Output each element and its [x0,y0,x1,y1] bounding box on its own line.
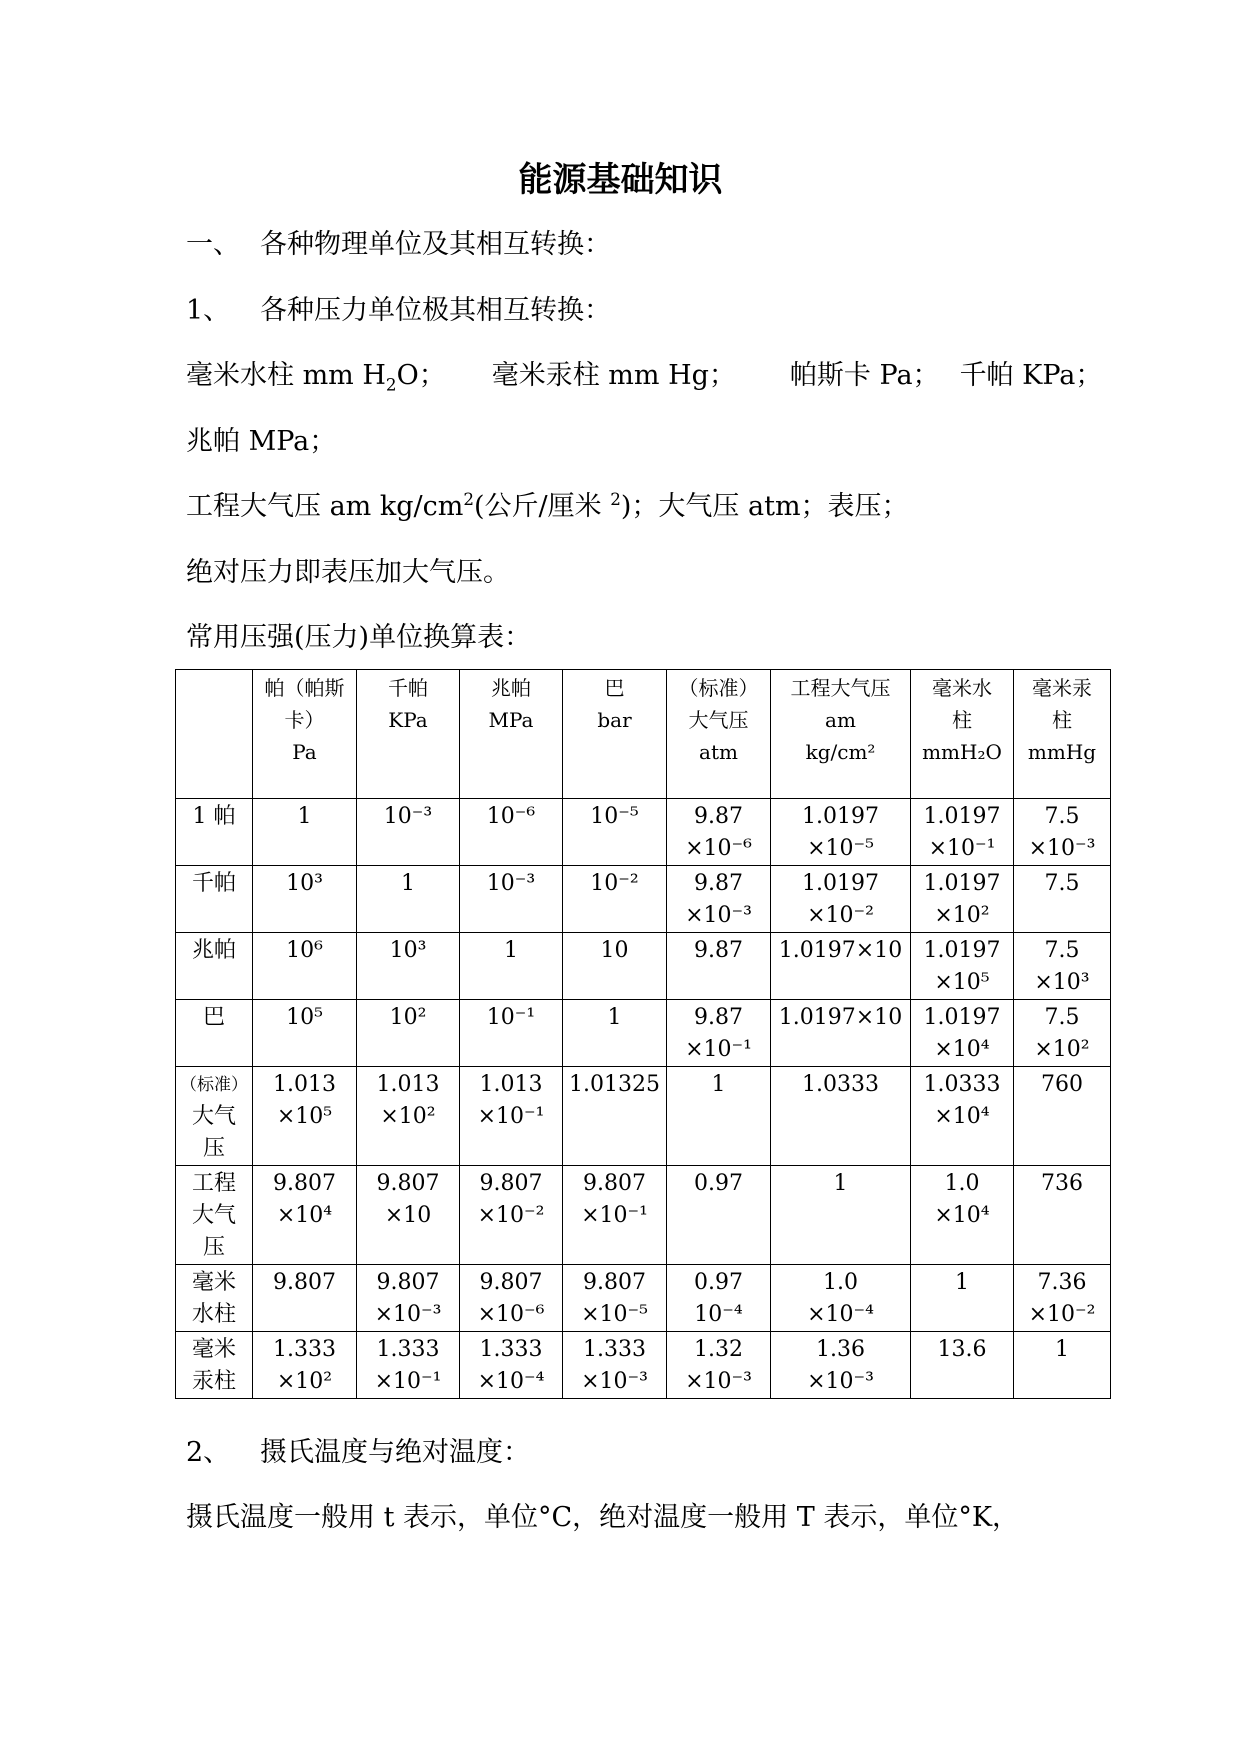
cell-line: 7.5 [1044,804,1080,829]
cell-line: 10² [389,1005,427,1030]
cell-line: 10⁻⁴ [694,1302,743,1327]
cell-line: 7.5 [1044,938,1080,963]
cell-line: 工程大气压 [790,676,891,700]
table-cell [667,1000,771,1067]
subsection-text: 各种压力单位极其相互转换： [260,295,611,326]
cell-line: 7.5 [1044,871,1080,896]
table-cell [253,1067,357,1166]
cell-line: 1 [833,1171,848,1196]
subsection-number: 2、 [186,1437,231,1468]
cell-line: 毫米 [191,1337,236,1362]
table-cell [667,866,771,933]
table-cell [771,1000,911,1067]
cell-line: 10 [600,938,629,963]
table-cell [460,1067,563,1166]
table-cell [357,1067,460,1166]
column-header [771,670,911,799]
corner-cell [176,670,253,799]
cell-line: 10⁻³ [383,804,433,829]
cell-line: ×10⁻⁴ [807,1302,874,1327]
column-header [1014,670,1111,799]
unit-mmhg: 毫米汞柱 mm Hg； [491,360,736,391]
table-cell [357,1332,460,1399]
cell-line: 10⁻¹ [486,1005,536,1030]
cell-line: 兆帕 [491,676,531,700]
cell-line: 大气压 [688,708,749,732]
table-cell [460,799,563,866]
cell-line: ×10⁻⁴ [477,1369,545,1394]
table-cell [1014,866,1111,933]
table-cell [771,799,911,866]
unit-am-text: 工程大气压 am kg/cm [186,491,464,522]
table-cell [667,1332,771,1399]
cell-line: 帕（帕斯 [264,676,345,700]
table-cell [771,1265,911,1332]
cell-line: ×10² [380,1104,436,1129]
table-cell [771,1067,911,1166]
cell-line: 1.0197×10 [778,938,903,963]
unit-am-sup2: 2 [610,489,621,509]
table-cell [563,1067,667,1166]
cell-line: 10⁻⁶ [486,804,536,829]
cell-line: 10⁻² [590,871,639,896]
table-cell [253,1000,357,1067]
column-header [911,670,1014,799]
cell-line: ×10⁻⁵ [581,1302,648,1327]
cell-line: ×10⁻⁵ [807,836,874,861]
cell-line: 1.0333 [802,1072,879,1097]
cell-line: ×10⁻³ [685,903,752,928]
cell-line: 760 [1041,1072,1083,1097]
cell-line: 1.0197 [923,938,1001,963]
cell-line: 汞柱 [191,1369,236,1394]
cell-line: kg/cm² [805,740,876,764]
table-cell [253,799,357,866]
unit-mmh2o-post: O； [396,360,446,391]
cell-line: 7.36 [1037,1270,1087,1295]
cell-line: 736 [1041,1171,1083,1196]
cell-line: 10⁻⁵ [590,804,639,829]
table-cell [357,933,460,1000]
table-cell [357,1166,460,1265]
subsection-number: 1、 [186,295,231,326]
units-line-3 [186,490,909,524]
column-header [563,670,667,799]
section-text: 各种物理单位及其相互转换： [260,229,611,260]
section-heading-1 [186,228,611,262]
cell-line: ×10⁻¹ [374,1369,442,1394]
cell-line: am [825,708,856,732]
row-header [176,1332,253,1399]
table-cell [563,1000,667,1067]
cell-line: 1 [955,1270,969,1295]
cell-line: 柱 [952,708,972,732]
table-cell [911,1166,1014,1265]
cell-line: 10³ [286,871,323,896]
table-row [176,866,1111,933]
units-line-2: 兆帕 MPa； [186,426,337,457]
cell-line: 压 [202,1136,225,1161]
cell-line: ×10² [276,1369,333,1394]
unit-am-post: )；大气压 atm；表压； [620,491,909,522]
cell-line: 1 [1055,1337,1069,1362]
unit-mmh2o-sub: 2 [385,374,397,395]
table-row [176,933,1111,1000]
table-cell [1014,1067,1111,1166]
cell-line: 1.333 [273,1337,336,1362]
table-row [176,799,1111,866]
cell-line: 1 [607,1005,622,1030]
cell-line: ×10⁴ [276,1203,333,1228]
subsection-heading-1 [186,294,611,328]
cell-line: 1.0197 [802,804,879,829]
cell-line: KPa [388,708,428,732]
cell-line: 1.0 [823,1270,858,1295]
table-cell [1014,1265,1111,1332]
cell-line: ×10 [384,1203,432,1228]
table-cell [667,1265,771,1332]
table-cell [911,1332,1014,1399]
unit-am-sup: 2 [463,489,474,509]
cell-line: 9.807 [273,1270,336,1295]
column-header [667,670,771,799]
cell-line: MPa [488,708,534,732]
cell-line: 柱 [1052,708,1072,732]
cell-line: ×10⁻² [477,1203,545,1228]
table-cell [253,866,357,933]
subsection-heading-2 [186,1436,530,1470]
subsection-text: 摄氏温度与绝对温度： [260,1437,530,1468]
cell-line: ×10⁻³ [581,1369,648,1394]
cell-line: 1 [711,1072,726,1097]
cell-line: ×10⁻⁶ [477,1302,545,1327]
table-cell [771,866,911,933]
table-cell [667,1166,771,1265]
cell-line: ×10⁻¹ [477,1104,545,1129]
table-row [176,1000,1111,1067]
table-cell [357,866,460,933]
cell-line: atm [699,740,738,764]
temperature-line: 摄氏温度一般用 t 表示，单位°C，绝对温度一般用 T 表示，单位°K， [186,1502,1020,1533]
cell-line: 9.87 [694,938,743,963]
table-cell [357,799,460,866]
cell-line: 大气 [191,1203,236,1228]
cell-line: 0.97 [694,1171,743,1196]
cell-line: ×10³ [1034,970,1090,995]
cell-line: 水柱 [191,1302,236,1327]
row-header [176,1000,253,1067]
table-cell [563,866,667,933]
cell-line: ×10² [934,903,990,928]
table-cell [911,1000,1014,1067]
cell-line: 1.32 [694,1337,743,1362]
cell-line: bar [597,708,632,732]
cell-line: 压 [202,1235,225,1260]
cell-line: 1.013 [273,1072,336,1097]
cell-line: 9.807 [583,1270,646,1295]
cell-line: 1.013 [479,1072,543,1097]
table-cell [771,933,911,1000]
table-row [176,1332,1111,1399]
table-cell [460,1265,563,1332]
cell-line: （标准） [678,676,759,700]
cell-line: 9.807 [273,1171,336,1196]
cell-line: 1 [504,938,518,963]
table-cell [460,1166,563,1265]
table-cell [1014,799,1111,866]
cell-line: 巴 [202,1005,225,1030]
cell-line: 1.36 [816,1337,865,1362]
table-cell [357,1265,460,1332]
table-cell [667,1067,771,1166]
table-cell [911,866,1014,933]
cell-line: 毫米汞 [1032,676,1092,700]
cell-line: 千帕 [388,676,428,700]
cell-line: ×10⁻² [807,903,874,928]
row-header [176,1265,253,1332]
document-title: 能源基础知识 [518,160,723,200]
table-cell [563,1332,667,1399]
table-cell [771,1166,911,1265]
table-cell [357,1000,460,1067]
cell-line: 毫米 [191,1270,236,1295]
cell-line: ×10⁻³ [685,1369,752,1394]
cell-line: 1.01325 [569,1072,660,1097]
cell-line: 10⁻³ [486,871,536,896]
table-cell [563,933,667,1000]
cell-line: ×10⁻³ [1028,836,1096,861]
table-cell [253,933,357,1000]
cell-line: 1.0333 [923,1072,1001,1097]
cell-line: 7.5 [1044,1005,1080,1030]
cell-line: ×10⁻² [1028,1302,1096,1327]
cell-line: 1.333 [479,1337,543,1362]
cell-line: ×10⁻¹ [928,836,996,861]
cell-line: Pa [292,740,317,764]
table-cell [1014,1000,1111,1067]
cell-line: ×10⁻¹ [581,1203,648,1228]
table-row [176,1265,1111,1332]
table-cell [911,1067,1014,1166]
table-row [176,1067,1111,1166]
table-cell [667,933,771,1000]
cell-line: mmHg [1027,740,1097,764]
table-row [176,1166,1111,1265]
table-cell [563,1166,667,1265]
table-cell [1014,933,1111,1000]
cell-line: 9.807 [479,1270,543,1295]
cell-line: ×10⁻¹ [685,1037,752,1062]
table-header-row [176,670,1111,799]
table-cell [253,1166,357,1265]
row-header [176,1166,253,1265]
unit-pa: 帕斯卡 Pa； [789,360,940,391]
cell-line: 9.87 [694,804,743,829]
cell-line: ×10⁴ [934,1203,990,1228]
cell-line: 10⁵ [286,1005,323,1030]
row-header [176,1067,253,1166]
table-cell [460,933,563,1000]
cell-line: 1.0197 [923,804,1001,829]
section-number: 一、 [186,229,240,260]
pressure-conversion-table [175,669,1111,1399]
cell-line: 工程 [191,1171,236,1196]
table-cell [460,1332,563,1399]
table-cell [911,799,1014,866]
table-cell [253,1265,357,1332]
cell-line: 1 [401,871,415,896]
cell-line: 大气 [191,1104,236,1129]
unit-mmh2o [186,360,446,395]
row-header [176,933,253,1000]
table-cell [253,1332,357,1399]
cell-line: 1.0197 [802,871,879,896]
table-cell [460,866,563,933]
row-header [176,866,253,933]
cell-line: ×10⁻⁶ [685,836,752,861]
cell-line: ×10⁵ [934,970,990,995]
table-cell [563,1265,667,1332]
cell-line: 9.87 [694,871,743,896]
units-line-4: 绝对压力即表压加大气压。 [186,557,510,588]
cell-line: ×10⁴ [934,1037,990,1062]
cell-line: 1.0197 [923,1005,1001,1030]
cell-line: 9.807 [479,1171,543,1196]
cell-line: ×10² [1034,1037,1090,1062]
cell-line: 13.6 [937,1337,987,1362]
unit-kpa: 千帕 KPa； [959,360,1103,391]
cell-line: 9.807 [376,1270,440,1295]
row-header [176,799,253,866]
units-line-1 [186,359,1102,393]
cell-line: 1.333 [583,1337,646,1362]
cell-line: ×10⁻³ [807,1369,874,1394]
cell-line: 毫米水 [932,676,992,700]
cell-line: mmH₂O [922,740,1002,764]
table-cell [460,1000,563,1067]
column-header [357,670,460,799]
cell-line: ×10⁴ [934,1104,990,1129]
cell-line: 9.807 [583,1171,646,1196]
table-caption: 常用压强(压力)单位换算表： [186,622,532,653]
cell-line: 0.97 [694,1270,743,1295]
cell-line: 1.0197×10 [778,1005,903,1030]
cell-line: 1.0197 [923,871,1001,896]
cell-line: （标准） [180,1075,248,1095]
cell-line: 巴 [604,676,625,700]
cell-line: 兆帕 [191,938,236,963]
table-cell [911,933,1014,1000]
cell-line: 10³ [389,938,427,963]
unit-mmh2o-text: 毫米水柱 mm H [186,360,386,391]
cell-line: 千帕 [191,871,236,896]
cell-line: 1 [297,804,312,829]
table-cell [1014,1166,1111,1265]
table-cell [771,1332,911,1399]
unit-am-mid: (公斤/厘米 [474,491,611,522]
cell-line: 1 帕 [192,804,236,829]
cell-line: 卡） [284,708,325,732]
cell-line: ×10⁻³ [374,1302,442,1327]
table-cell [1014,1332,1111,1399]
table-cell [667,799,771,866]
cell-line: 1.013 [376,1072,440,1097]
column-header [460,670,563,799]
cell-line: 1.333 [376,1337,440,1362]
table-cell [563,799,667,866]
cell-line: 9.87 [694,1005,743,1030]
column-header [253,670,357,799]
cell-line: 9.807 [376,1171,440,1196]
cell-line: ×10⁵ [276,1104,333,1129]
table-cell [911,1265,1014,1332]
cell-line: 10⁶ [286,938,323,963]
cell-line: 1.0 [944,1171,980,1196]
